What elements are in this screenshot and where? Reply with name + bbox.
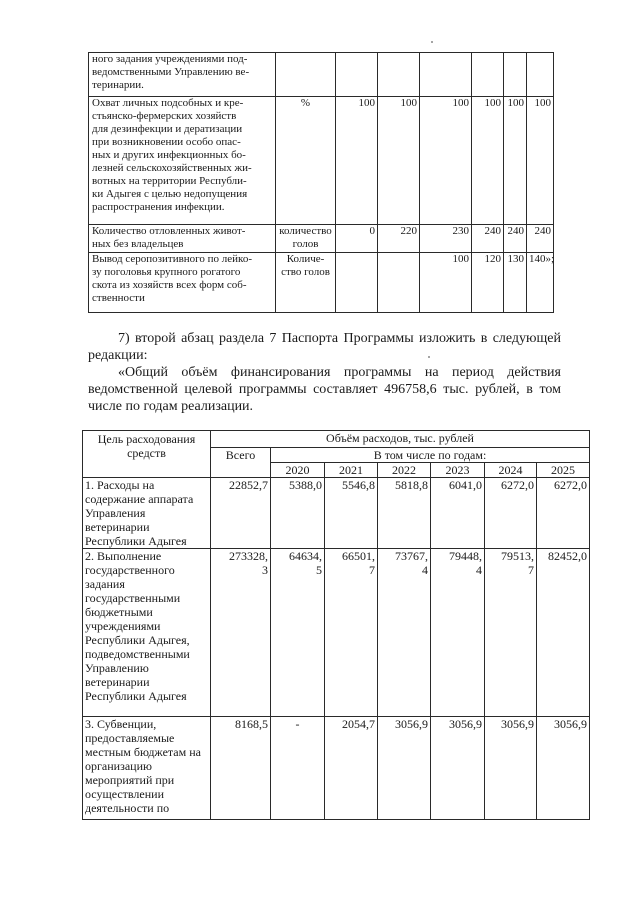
funding-year-value: 66501, 7 — [325, 549, 378, 717]
indicator-unit: % — [276, 97, 336, 225]
indicator-value: 120 — [472, 253, 504, 313]
year-header: 2022 — [378, 463, 431, 478]
funding-quote-paragraph: «Общий объём финансирования программы на период действия ведомственной целевой программы составляет 496758,6 тыс. рублей, в том числе по годам реализации. — [88, 365, 561, 414]
indicator-value: 100 — [420, 97, 472, 225]
indicator-value: 220 — [378, 225, 420, 253]
funding-year-value: 6041,0 — [431, 478, 485, 549]
indicator-name: ного задания учреждениями под- ведомственными Управлению ве- теринарии. — [89, 53, 276, 97]
funding-year-value: 79513, 7 — [485, 549, 537, 717]
indicator-value: 140»; — [527, 253, 554, 313]
indicator-row — [89, 97, 554, 225]
indicator-value: 240 — [527, 225, 554, 253]
indicator-value: 240 — [472, 225, 504, 253]
funding-total: 22852,7 — [211, 478, 271, 549]
total-header: Всего — [211, 448, 271, 478]
funding-row — [83, 549, 590, 717]
funding-year-value: 3056,9 — [537, 717, 590, 820]
funding-year-value: - — [271, 717, 325, 820]
funding-year-value: 2054,7 — [325, 717, 378, 820]
goal-header: Цель расходования средств — [83, 431, 211, 478]
indicator-value: 230 — [420, 225, 472, 253]
indicator-unit: количество голов — [276, 225, 336, 253]
funding-goal: 3. Субвенции, предоставляемые местным бюджетам на организацию мероприятий при осуществлении деятельности по — [83, 717, 211, 820]
indicator-value — [378, 253, 420, 313]
indicator-row — [89, 53, 554, 97]
funding-year-value: 3056,9 — [485, 717, 537, 820]
indicator-row — [89, 225, 554, 253]
funding-year-value: 5546,8 — [325, 478, 378, 549]
indicator-value: 100 — [420, 253, 472, 313]
year-header: 2020 — [271, 463, 325, 478]
funding-goal: 1. Расходы на содержание аппарата Управления ветеринарии Республики Адыгея — [83, 478, 211, 549]
funding-year-value: 82452,0 — [537, 549, 590, 717]
indicator-unit: Количе- ство голов — [276, 253, 336, 313]
indicator-value: 100 — [472, 97, 504, 225]
scan-dot — [431, 41, 433, 43]
funding-total: 8168,5 — [211, 717, 271, 820]
indicator-value — [378, 53, 420, 97]
indicators-table — [88, 52, 554, 313]
funding-goal: 2. Выполнение государственного задания государственными бюджетными учреждениями Республики Адыгея, подведомственными Управлению ветеринарии Республики Адыгея — [83, 549, 211, 717]
indicator-value: 100 — [378, 97, 420, 225]
indicator-value: 100 — [336, 97, 378, 225]
indicator-name: Вывод серопозитивного по лейко- зу поголовья крупного рогатого скота из хозяйств всех форм соб- ственности — [89, 253, 276, 313]
indicator-value: 0 — [336, 225, 378, 253]
funding-year-value: 73767, 4 — [378, 549, 431, 717]
indicator-name: Количество отловленных живот- ных без владельцев — [89, 225, 276, 253]
indicator-value — [472, 53, 504, 97]
indicator-value: 100 — [527, 97, 554, 225]
indicator-value: 240 — [504, 225, 527, 253]
funding-year-value: 3056,9 — [431, 717, 485, 820]
indicator-row — [89, 253, 554, 313]
amendment-intro-paragraph: 7) второй абзац раздела 7 Паспорта Программы изложить в следующей редакции: — [88, 331, 561, 363]
funding-year-value: 79448, 4 — [431, 549, 485, 717]
year-header: 2025 — [537, 463, 590, 478]
year-header: 2021 — [325, 463, 378, 478]
funding-year-value: 6272,0 — [537, 478, 590, 549]
funding-year-value: 5818,8 — [378, 478, 431, 549]
indicator-value: 130 — [504, 253, 527, 313]
indicator-value — [527, 53, 554, 97]
funding-table — [82, 430, 590, 820]
volume-header: Объём расходов, тыс. рублей — [211, 431, 590, 448]
by-years-header: В том числе по годам: — [271, 448, 590, 463]
indicator-value — [336, 253, 378, 313]
indicator-name: Охват личных подсобных и кре- стьянско-фермерских хозяйств для дезинфекции и дератизации при возникновении особо опас- ных и других инфекционных бо- лезней сельскохозяйственных жи- вотных на территории Республи- ки Адыгея с целью недопущения распространения инфекции. — [89, 97, 276, 225]
funding-year-value: 5388,0 — [271, 478, 325, 549]
funding-year-value: 3056,9 — [378, 717, 431, 820]
funding-year-value: 6272,0 — [485, 478, 537, 549]
funding-row — [83, 717, 590, 820]
indicator-value — [504, 53, 527, 97]
year-header: 2024 — [485, 463, 537, 478]
funding-total: 273328, 3 — [211, 549, 271, 717]
funding-row — [83, 478, 590, 549]
funding-year-value: 64634, 5 — [271, 549, 325, 717]
indicator-value — [420, 53, 472, 97]
indicator-value: 100 — [504, 97, 527, 225]
indicator-unit — [276, 53, 336, 97]
year-header: 2023 — [431, 463, 485, 478]
indicator-value — [336, 53, 378, 97]
